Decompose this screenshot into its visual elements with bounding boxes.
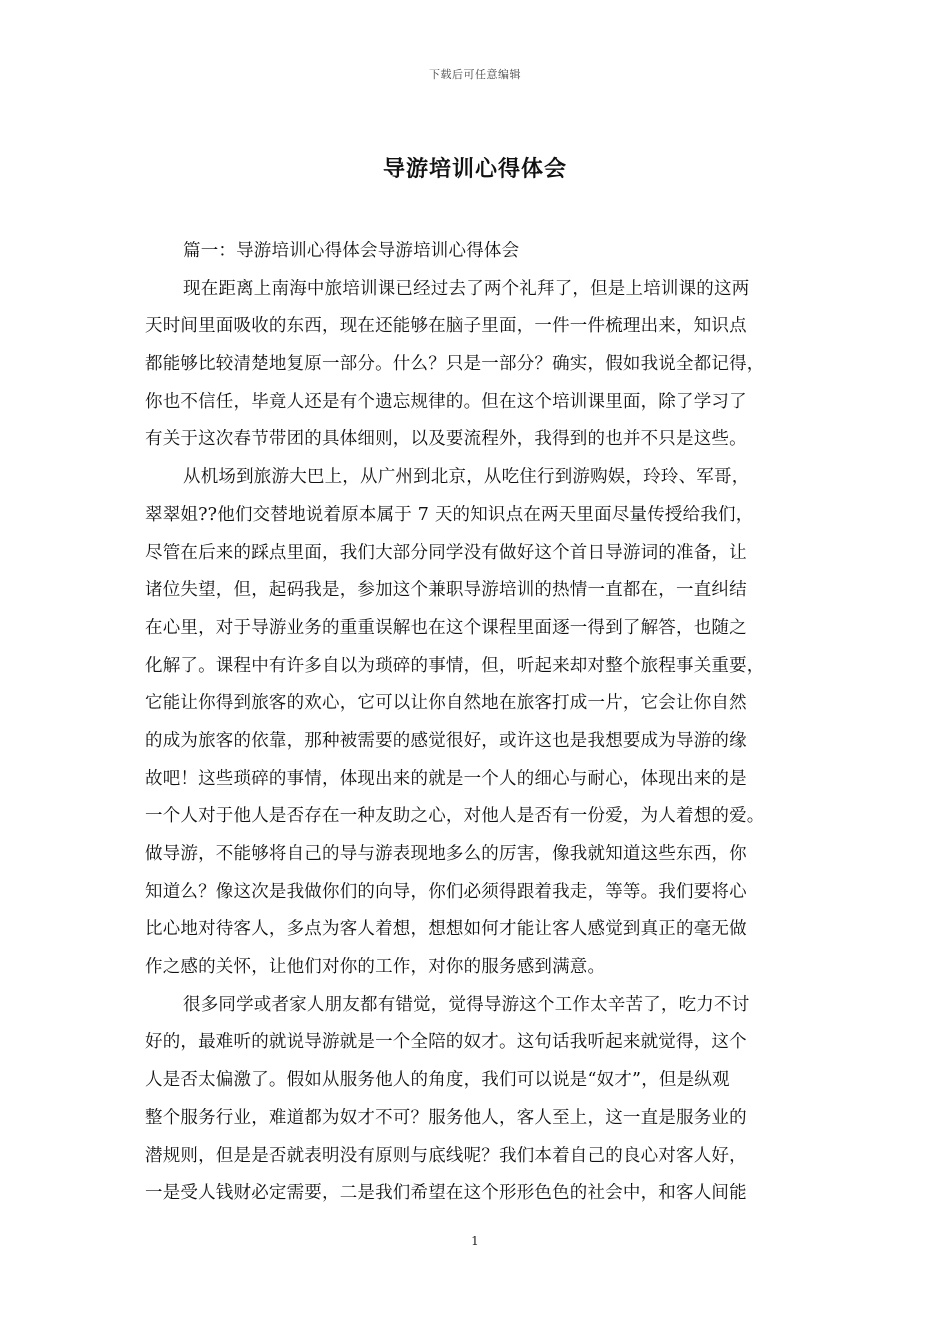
text-line: 它能让你得到旅客的欢心，它可以让你自然地在旅客打成一片，它会让你自然 (145, 693, 747, 714)
text-line: 很多同学或者家人朋友都有错觉，觉得导游这个工作太辛苦了，吃力不讨 (183, 994, 750, 1015)
text-line: 的成为旅客的依靠，那种被需要的感觉很好，或许这也是我想要成为导游的缘 (145, 730, 747, 751)
text-line: 翠翠姐??他们交替地说着原本属于 7 天的知识点在两天里面尽量传授给我们， (145, 504, 754, 525)
section-heading: 篇一：导游培训心得体会导游培训心得体会 (183, 241, 520, 261)
text-line: 作之感的关怀，让他们对你的工作，对你的服务感到满意。 (145, 957, 606, 978)
text-line: 从机场到旅游大巴上，从广州到北京，从吃住行到游购娱，玲玲、军哥， (183, 467, 750, 488)
text-line: 潜规则，但是是否就表明没有原则与底线呢？我们本着自己的良心对客人好， (145, 1145, 747, 1166)
text-line: 人是否太偏激了。假如从服务他人的角度，我们可以说是“奴才”，但是纵观 (145, 1070, 730, 1091)
text-line: 天时间里面吸收的东西，现在还能够在脑子里面，一件一件梳理出来，知识点 (145, 316, 747, 337)
page-header: 下载后可任意编辑 (429, 68, 521, 81)
text-line: 现在距离上南海中旅培训课已经过去了两个礼拜了，但是上培训课的这两 (183, 278, 750, 299)
text-line: 整个服务行业，难道都为奴才不可？服务他人，客人至上，这一直是服务业的 (145, 1107, 747, 1128)
text-line: 你也不信任，毕竟人还是有个遗忘规律的。但在这个培训课里面，除了学习了 (145, 391, 747, 412)
text-line: 都能够比较清楚地复原一部分。什么？只是一部分？确实，假如我说全都记得， (145, 354, 765, 375)
text-line: 比心地对待客人，多点为客人着想，想想如何才能让客人感觉到真正的毫无做 (145, 919, 747, 940)
text-line: 知道么？像这次是我做你们的向导，你们必须得跟着我走，等等。我们要将心 (145, 881, 747, 902)
text-line: 诸位失望，但，起码我是，参加这个兼职导游培训的热情一直都在，一直纠结 (145, 580, 747, 601)
text-line: 做导游，不能够将自己的导与游表现地多么的厉害，像我就知道这些东西，你 (145, 844, 747, 864)
text-line: 好的，最难听的就说导游就是一个全陪的奴才。这句话我听起来就觉得，这个 (145, 1032, 747, 1053)
text-line: 化解了。课程中有许多自以为琐碎的事情，但，听起来却对整个旅程事关重要， (145, 655, 765, 676)
text-line: 尽管在后来的踩点里面，我们大部分同学没有做好这个首日导游词的准备，让 (145, 542, 747, 563)
document-body (145, 233, 810, 1213)
text-line: 一是受人钱财必定需要，二是我们希望在这个形形色色的社会中，和客人间能 (145, 1183, 747, 1204)
document-title: 导游培训心得体会 (382, 156, 567, 182)
text-line: 一个人对于他人是否存在一种友助之心，对他人是否有一份爱，为人着想的爱。 (145, 806, 765, 827)
text-line: 故吧！这些琐碎的事情，体现出来的就是一个人的细心与耐心，体现出来的是 (145, 768, 747, 789)
text-line: 在心里，对于导游业务的重重误解也在这个课程里面逐一得到了解答，也随之 (145, 617, 747, 638)
page-number: 1 (471, 1234, 479, 1248)
text-line: 有关于这次春节带团的具体细则，以及要流程外，我得到的也并不只是这些。 (145, 429, 747, 450)
